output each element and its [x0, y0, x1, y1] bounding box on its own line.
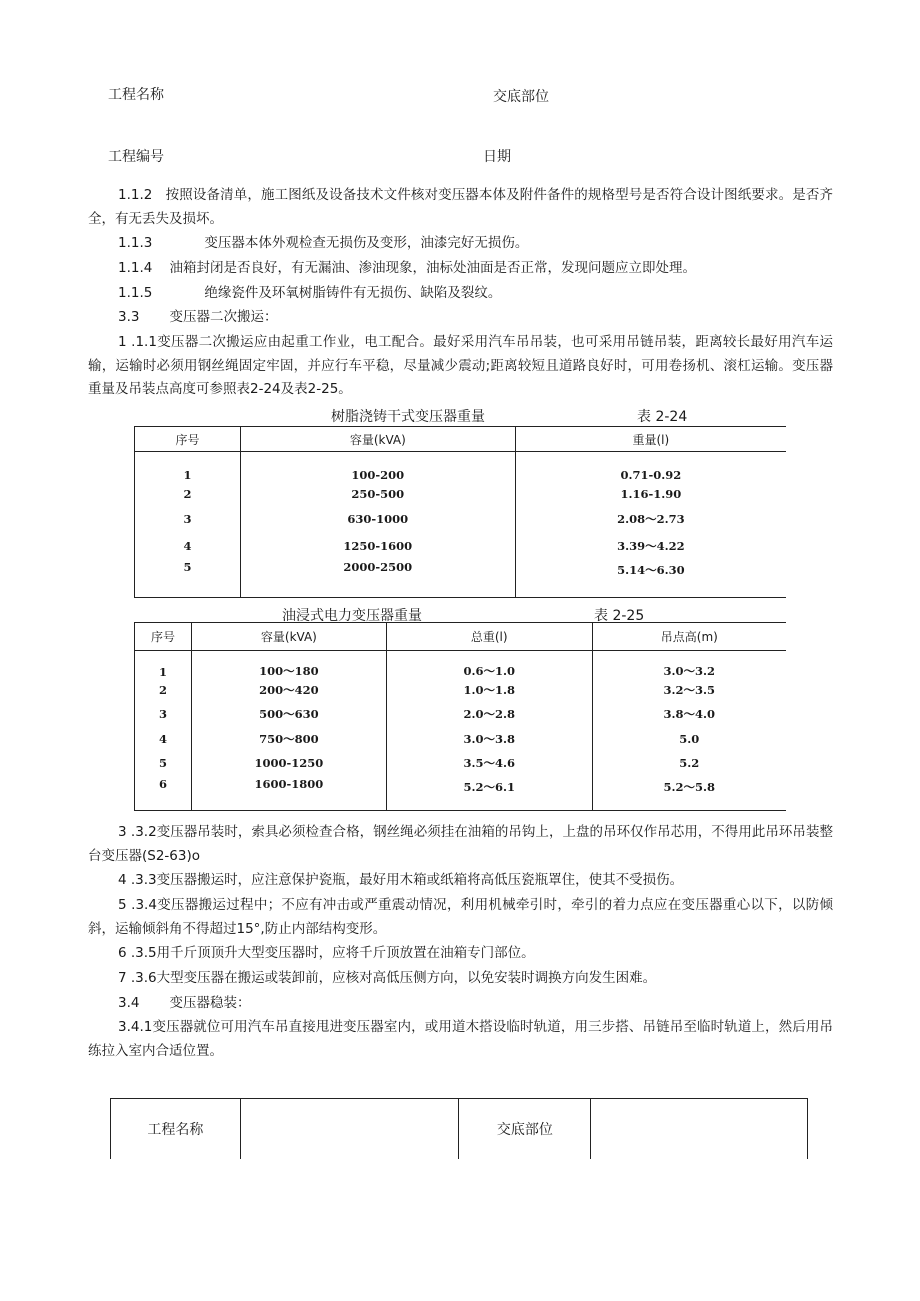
table-cell: 6	[135, 775, 192, 811]
paragraph-text: 变压器吊装时，索具必须检查合格，钢丝绳必须挂在油箱的吊钩上，上盘的吊环仅作吊芯用，不得用此吊环吊装整台变压器(S2-63)o	[88, 824, 833, 864]
paragraph-number: 1.1.3	[118, 235, 153, 251]
table-cell: 5.14～6.30	[617, 562, 685, 577]
table-2-24	[134, 426, 786, 598]
project-no-label: 工程编号	[108, 149, 164, 165]
paragraph-text: 变压器二次搬运应由起重工作业，电工配合。最好采用汽车吊吊装，也可采用吊链吊装，距离较长最好用汽车运输，运输时必须用钢丝绳固定牢固，并应行车平稳，尽量减少震动;距离较短且道路良好时，可用卷扬机、滚杠运输。变压器重量及吊装点高度可参照表2-24及表2-25。	[88, 334, 833, 397]
table-cell: 5	[135, 558, 241, 598]
table-1-label: 表 2-24	[637, 409, 688, 425]
table-header-row	[135, 623, 787, 651]
table-cell: 3	[135, 701, 192, 727]
paragraph-number: 1.1.4	[118, 260, 153, 276]
footer-project-name-label: 工程名称	[111, 1099, 241, 1160]
header-cell: 容量(kVA)	[191, 623, 386, 651]
table-cell: 5.2～6.1	[386, 775, 592, 811]
table-row	[135, 751, 787, 775]
paragraph-number: 6 .3.5	[118, 945, 157, 961]
table-cell: 500～630	[191, 701, 386, 727]
paragraph-text: 油箱封闭是否良好，有无漏油、渗油现象，油标处油面是否正常，发现问题应立即处理。	[169, 260, 697, 276]
paragraph-1-1-4	[88, 257, 833, 281]
paragraph-text: 按照设备清单，施工图纸及设备技术文件核对变压器本体及附件备件的规格型号是否符合设计图纸要求。是否齐全，有无丢失及损坏。	[88, 187, 834, 227]
paragraph-number: 1 .1.1	[118, 334, 157, 350]
paragraph-number: 5 .3.4	[118, 897, 157, 913]
table-cell: 1	[135, 651, 192, 679]
paragraph-text: 用千斤顶顶升大型变压器时，应将千斤顶放置在油箱专门部位。	[156, 945, 535, 961]
table-row	[135, 534, 787, 558]
table-cell: 5.0	[679, 731, 700, 746]
paragraph-text: 变压器本体外观检查无损伤及变形，油漆完好无损伤。	[204, 235, 529, 251]
table-cell: 250-500	[240, 484, 515, 504]
paragraph-text: 变压器搬运过程中；不应有冲击或严重震动情况，利用机械牵引时，牵引的着力点应在变压器重心以下，以防倾斜，运输倾斜角不得超过15°,防止内部结构变形。	[88, 897, 833, 937]
table-header-row	[135, 427, 787, 452]
table-cell: 3.8～4.0	[663, 706, 716, 721]
table-2-title: 油浸式电力变压器重量	[282, 608, 422, 624]
table-cell: 1	[135, 452, 241, 484]
table-row	[135, 701, 787, 727]
table-cell: 5.2	[679, 755, 700, 770]
paragraph-number: 3 .3.2	[118, 824, 157, 840]
table-1-title: 树脂浇铸干式变压器重量	[331, 409, 485, 425]
table-cell: 1000-1250	[191, 751, 386, 775]
paragraph-3-3	[88, 306, 833, 330]
table-cell: 1.16-1.90	[620, 486, 682, 501]
table-cell: 1.0～1.8	[386, 679, 592, 701]
table-cell: 630-1000	[240, 504, 515, 534]
disclosure-label: 交底部位	[493, 89, 549, 105]
table-cell: 5	[135, 751, 192, 775]
table-cell: 100～180	[191, 651, 386, 679]
table-cell: 5.2～5.8	[663, 779, 716, 794]
paragraph-number: 3.4	[118, 995, 140, 1011]
table-cell: 3.2～3.5	[663, 682, 716, 697]
table-row	[135, 651, 787, 679]
table-cell: 2.08～2.73	[617, 511, 685, 526]
paragraph-3-4	[88, 992, 833, 1016]
table-row	[135, 679, 787, 701]
table-cell: 750～800	[191, 727, 386, 751]
paragraph-text: 变压器就位可用汽车吊直接甩进变压器室内，或用道木搭设临时轨道，用三步搭、吊链吊至临时轨道上，然后用吊练拉入室内合适位置。	[88, 1019, 833, 1059]
table-cell: 0.71-0.92	[620, 467, 682, 482]
paragraph-3-3-4	[88, 894, 833, 941]
table-2-label: 表 2-25	[594, 608, 645, 624]
table-cell: 3	[135, 504, 241, 534]
paragraph-number: 4 .3.3	[118, 872, 157, 888]
table-row	[135, 558, 787, 598]
footer-form-row	[111, 1099, 808, 1160]
paragraph-1-1-1	[88, 331, 833, 402]
table-cell: 1250-1600	[240, 534, 515, 558]
paragraph-text: 变压器搬运时，应注意保护瓷瓶，最好用木箱或纸箱将高低压瓷瓶罩住，使其不受损伤。	[156, 872, 684, 888]
paragraph-number: 7 .3.6	[118, 970, 157, 986]
paragraph-3-3-3	[88, 869, 833, 893]
table-cell: 0.6～1.0	[386, 651, 592, 679]
paragraph-3-3-6	[88, 967, 833, 991]
table-cell: 2	[135, 679, 192, 701]
header-cell: 吊点高(m)	[592, 623, 786, 651]
header-cell: 总重(l)	[386, 623, 592, 651]
table-cell: 200～420	[191, 679, 386, 701]
table-cell: 3.0～3.2	[663, 663, 716, 678]
paragraph-number: 1.1.2	[118, 187, 153, 203]
table-cell: 3.0～3.8	[386, 727, 592, 751]
paragraph-text: 绝缘瓷件及环氧树脂铸件有无损伤、缺陷及裂纹。	[204, 285, 502, 301]
table-row	[135, 452, 787, 484]
table-row	[135, 775, 787, 811]
paragraph-text: 变压器稳装：	[169, 995, 251, 1011]
paragraph-number: 1.1.5	[118, 285, 153, 301]
table-cell: 4	[135, 727, 192, 751]
date-label: 日期	[483, 149, 511, 165]
project-name-label: 工程名称	[108, 87, 164, 103]
table-row	[135, 504, 787, 534]
footer-form-table	[110, 1098, 808, 1159]
header-cell: 序号	[135, 427, 241, 452]
table-cell: 1600-1800	[191, 775, 386, 811]
paragraph-1-1-2	[88, 184, 833, 231]
header-cell: 重量(l)	[515, 427, 786, 452]
table-cell: 2	[135, 484, 241, 504]
footer-disclosure-label: 交底部位	[459, 1099, 591, 1160]
paragraph-number: 3.4.1	[118, 1019, 153, 1035]
footer-disclosure-value[interactable]	[591, 1099, 808, 1160]
header-cell: 容量(kVA)	[240, 427, 515, 452]
paragraph-3-3-5	[88, 942, 833, 966]
table-cell: 100-200	[240, 452, 515, 484]
paragraph-1-1-3	[88, 232, 833, 256]
header-cell: 序号	[135, 623, 192, 651]
table-cell: 3.39～4.22	[617, 538, 685, 553]
paragraph-1-1-5	[88, 282, 833, 306]
table-2-25	[134, 622, 786, 811]
table-row	[135, 484, 787, 504]
paragraph-3-4-1	[88, 1016, 833, 1063]
paragraph-text: 变压器二次搬运：	[169, 309, 278, 325]
table-row	[135, 727, 787, 751]
paragraph-3-3-2	[88, 821, 833, 868]
table-cell: 2000-2500	[240, 558, 515, 598]
table-cell: 2.0～2.8	[386, 701, 592, 727]
paragraph-text: 大型变压器在搬运或装卸前，应核对高低压侧方向，以免安装时调换方向发生困难。	[156, 970, 657, 986]
table-cell: 4	[135, 534, 241, 558]
paragraph-number: 3.3	[118, 309, 140, 325]
footer-project-name-value[interactable]	[240, 1099, 459, 1160]
table-cell: 3.5～4.6	[386, 751, 592, 775]
